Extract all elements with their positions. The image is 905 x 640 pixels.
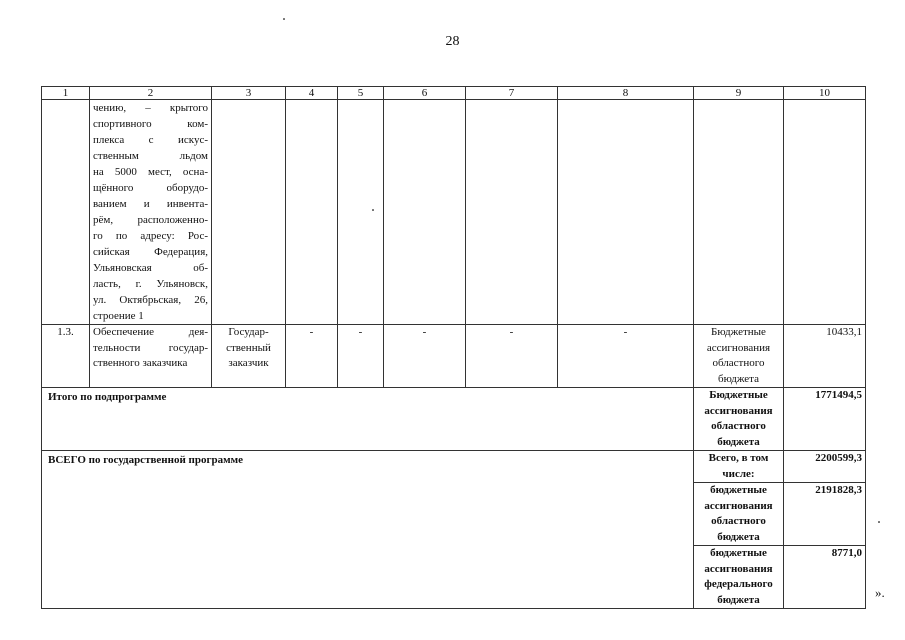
continuation-text: чению, – крытого спортивного ком- плекса с искус- ственным льдом на 5000 мест, осна- щённого оборудо- ванием и инвента- рём, расположенно- го по адресу: Рос- сийская Федерация, Ульяновская об- ласть, г. Ульяновск, ул. Октябрьская, 26, строение 1 bbox=[90, 100, 212, 325]
column-header: 6 bbox=[384, 87, 466, 100]
column-number-row bbox=[42, 87, 866, 100]
scan-speck bbox=[878, 521, 880, 523]
closing-quote-mark: ». bbox=[875, 585, 885, 600]
page-number: 28 bbox=[445, 34, 460, 49]
column-header: 1 bbox=[42, 87, 90, 100]
column-header: 8 bbox=[558, 87, 694, 100]
amount: 2200599,3 bbox=[784, 451, 866, 483]
row-number: 1.3. bbox=[42, 325, 90, 388]
scan-speck bbox=[283, 18, 285, 20]
funding-source: Всего, в том числе: bbox=[694, 451, 784, 483]
column-header: 5 bbox=[338, 87, 384, 100]
dash-cell: - bbox=[466, 325, 558, 388]
row-executor: Государ- ственный заказчик bbox=[212, 325, 286, 388]
subtotal-row bbox=[42, 388, 866, 451]
funding-source: бюджетные ассигнования федерального бюджета bbox=[694, 546, 784, 609]
funding-source: бюджетные ассигнования областного бюджета bbox=[694, 483, 784, 546]
amount: 8771,0 bbox=[784, 546, 866, 609]
program-table bbox=[41, 86, 866, 609]
column-header: 4 bbox=[286, 87, 338, 100]
funding-source: Бюджетные ассигнования областного бюджета bbox=[694, 388, 784, 451]
funding-source: Бюджетные ассигнования областного бюджета bbox=[694, 325, 784, 388]
grand-total-row bbox=[42, 451, 866, 483]
continuation-row bbox=[42, 100, 866, 325]
amount: 1771494,5 bbox=[784, 388, 866, 451]
table-row-1-3 bbox=[42, 325, 866, 388]
dash-cell: - bbox=[558, 325, 694, 388]
column-header: 9 bbox=[694, 87, 784, 100]
column-header: 2 bbox=[90, 87, 212, 100]
column-header: 7 bbox=[466, 87, 558, 100]
dash-cell: - bbox=[338, 325, 384, 388]
amount: 10433,1 bbox=[784, 325, 866, 388]
dash-cell: - bbox=[286, 325, 338, 388]
amount: 2191828,3 bbox=[784, 483, 866, 546]
row-name: Обеспечение дея- тельности государ- ственного заказчика bbox=[90, 325, 212, 388]
dash-cell: - bbox=[384, 325, 466, 388]
subtotal-label: Итого по подпрограмме bbox=[42, 388, 694, 451]
scan-speck bbox=[372, 209, 374, 211]
column-header: 3 bbox=[212, 87, 286, 100]
grand-total-label: ВСЕГО по государственной программе bbox=[42, 451, 694, 609]
column-header: 10 bbox=[784, 87, 866, 100]
